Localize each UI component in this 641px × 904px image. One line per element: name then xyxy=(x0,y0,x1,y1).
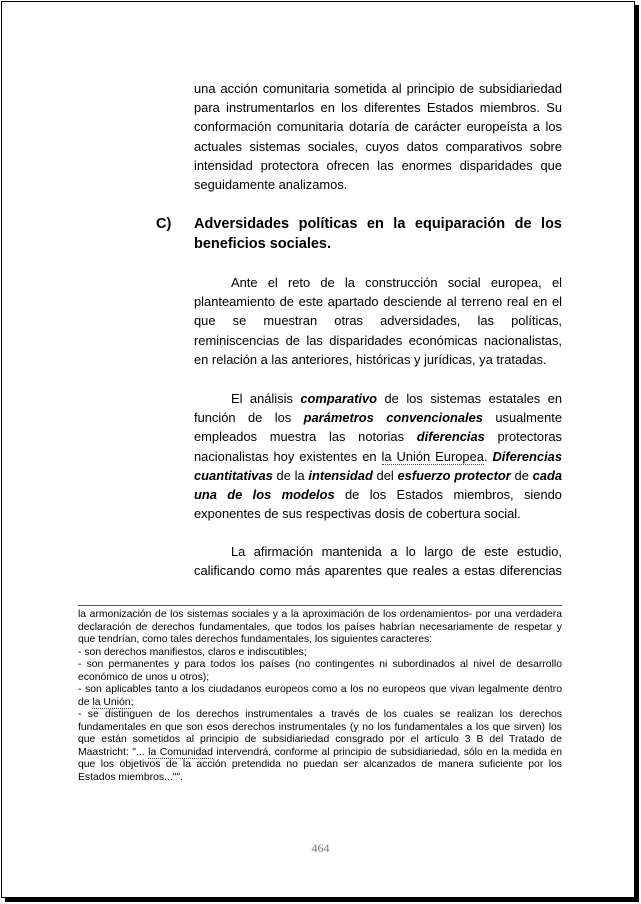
footnote-item-2: - son permanentes y para todos los países (no contingentes ni subordinados al nivel de desarrollo económico de unos u otros); xyxy=(78,659,562,683)
p2-emphasis-diferencias-cuantitativas: Diferencias cuantitativas xyxy=(194,448,562,483)
footnote-item-4-text: - se distinguen de los derechos instrumentales a través de los cuales se realizan los derechos fundamentales en que son esos derechos instrumentales (y no los fundamentales a los que sirven) los que están sometidos al principio de subsidiariedad consgrado por el artículo 3 B del Tratado de Maastricht: "... xyxy=(78,709,562,758)
section-letter: C) xyxy=(156,216,172,232)
footnote-intro: la armonización de los sistemas sociales y a la aproximación de los ordenamientos- por una verdadera declaración de derechos fundamentales, que todos los países habrían necesariamente de respetar y que tendrían, como tales derechos fundamentales, los siguientes caracteres: xyxy=(78,609,562,645)
p2-text-5: . xyxy=(483,448,493,464)
footnote-item-3-text: - son aplicables tanto a los ciudadanos europeos como a los no europeos que vivan legalmente dentro de xyxy=(78,684,562,708)
footnote-item-4 xyxy=(78,709,562,784)
p2-emphasis-intensidad: intensidad xyxy=(308,467,373,483)
paragraph-3 xyxy=(194,542,562,580)
p2-text-2: de los sistemas estatales en función de los xyxy=(194,391,562,426)
p2-text-1: El análisis xyxy=(231,391,301,406)
p2-emphasis-comparativo: comparativo xyxy=(300,391,378,406)
footnote-item-3-end: ; xyxy=(130,696,134,708)
intro-paragraph-text: una acción comunitaria sometida al principio de subsidiariedad para instrumentarlos en los diferentes Estados miembros. Su conformación comunitaria dotaría de carácter europeísta a los actuales sistemas sociales, cuyos datos comparativos sobre intensidad protectora ofrecen las enormes disparidades que seguidamente analizamos. xyxy=(194,81,562,193)
paragraph-2-text xyxy=(194,389,562,523)
p2-text-4: protectoras nacionalistas hoy existentes en xyxy=(194,429,562,464)
p2-emphasis-esfuerzo: esfuerzo protector xyxy=(397,467,511,483)
p2-emphasis-parametros: parámetros convencionales xyxy=(303,410,483,426)
footnote-item-3 xyxy=(78,684,562,709)
page-number: 464 xyxy=(311,841,330,855)
footnote-separator xyxy=(78,605,562,606)
paragraph-1 xyxy=(194,273,562,369)
paragraph-3-text: La afirmación mantenida a lo largo de este estudio, calificando como más aparentes que reales a estas diferencias xyxy=(194,544,562,579)
paragraph-1-text: Ante el reto de la construcción social europea, el planteamiento de este apartado desciende al terreno real en el que se muestran otras adversidades, las políticas, reminiscencias de las disparidades económicas nacionalistas, en relación a las anteriores, históricas y jurídicas, ya tratadas. xyxy=(194,275,562,367)
p2-text-3: usualmente empleados muestra las notorias xyxy=(194,410,563,445)
footnote-smart-tag-comunidad[interactable]: la Comunidad xyxy=(148,746,213,758)
footnote-smart-tag-union[interactable]: la Unión xyxy=(92,696,131,708)
page-shadow-right xyxy=(635,5,639,901)
section-title: Adversidades políticas en la equiparación de los beneficios sociales. xyxy=(194,216,562,252)
p2-emphasis-diferencias: diferencias xyxy=(416,429,485,445)
footnote xyxy=(78,609,562,784)
footnote-item-1: - son derechos manifiestos, claros e indiscutibles; xyxy=(78,646,307,658)
p2-text-6: de la xyxy=(272,467,309,483)
p2-text-7: del xyxy=(372,467,398,483)
paragraph-2 xyxy=(194,389,562,523)
p2-text-9: de los Estados miembros, siendo exponentes de sus respectivas dosis de cobertura social. xyxy=(194,487,562,522)
p2-emphasis-modelos: cada una de los modelos xyxy=(194,467,562,503)
p2-smart-tag-union-europea[interactable]: la Unión Europea xyxy=(381,448,484,464)
page-shadow-bottom xyxy=(5,898,639,902)
intro-paragraph xyxy=(194,79,562,194)
p2-text-8: de xyxy=(510,467,533,483)
footnote-item-4-end: intervendrá, conforme al principio de subsidiariedad, sólo en la medida en que los objetivos de la acción pretendida no puedan ser alcanzados de manera suficiente por los Estados miembros..."". xyxy=(78,746,562,783)
